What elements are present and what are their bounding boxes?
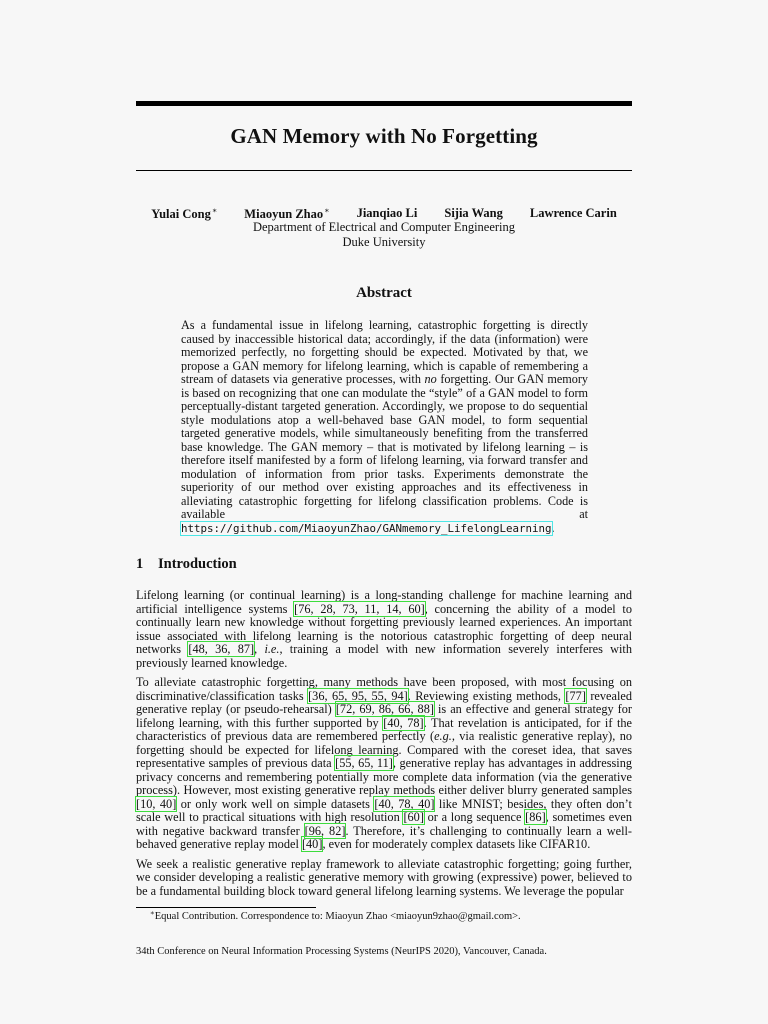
citation-link[interactable]: [55, 65, 11]: [335, 756, 393, 770]
citation-link[interactable]: [60]: [403, 810, 424, 824]
paper-title: GAN Memory with No Forgetting: [230, 124, 538, 148]
section-heading: 1 Introduction: [136, 556, 237, 572]
abstract-body: As a fundamental issue in lifelong learning, catastrophic forgetting is directly caused by inaccessible historical data; accordingly, if the data (information) were memorized perfectly, no forgetting should be expected. Motivated by that, we propose a GAN memory for lifelong learning, which is capable of remembering a stream of datasets via generative processes, with no forgetting. Our GAN memory is based on recognizing that one can modulate the “style” of a GAN model to form perceptually-distant targeted generation. Accordingly, we propose to do sequential style modulations atop a well-behaved base GAN model, to form sequential targeted generative models, while simultaneously benefiting from the transferred base knowledge. The GAN memory – that is motivated by lifelong learning – is therefore itself manifested by a form of lifelong learning, via forward transfer and modulation of information from prior tasks. Experiments demonstrate the superiority of our method over existing approaches and its effectiveness in alleviating catastrophic forgetting for lifelong classification problems. Code is available at https://github.com/MiaoyunZhao/GANmemory_LifelongLearning.: [181, 318, 589, 535]
text-run: , concerning the ability of a model to continually learn new knowledge without forgetting previously learned experiences. An important issue associated with lifelong learning is the notorious catastrophic forgetting of deep neural networks: [136, 601, 632, 656]
code-link[interactable]: https://github.com/MiaoyunZhao/GANmemory_LifelongLearning: [181, 521, 552, 535]
text-run: is an effective and general strategy for lifelong learning, with this further supported by: [136, 702, 633, 730]
text-run: . Therefore, it’s challenging to continually learn a well-behaved generative replay model: [136, 823, 632, 851]
author: Yulai Cong∗: [151, 206, 218, 221]
text-run: To alleviate catastrophic forgetting, many methods have been proposed, with most focusing on discriminative/classification tasks: [136, 675, 632, 703]
citation-link[interactable]: [86]: [525, 810, 546, 824]
text-run: , sometimes even with negative backward transfer: [136, 810, 632, 838]
citation-link[interactable]: [10, 40]: [136, 796, 177, 811]
text-run: revealed generative replay (or pseudo-rehearsal): [136, 688, 632, 716]
author: Sijia Wang: [444, 206, 503, 220]
citation-link[interactable]: [40, 78]: [383, 715, 424, 730]
text-run: training a model with new information severely interferes with previously learned knowledge.: [136, 642, 632, 670]
text-run: like MNIST; besides, they often don’t scale well to practical situations with high resolution: [136, 796, 632, 824]
title-rule-top: [136, 101, 632, 106]
text-run: or only work well on simple datasets: [176, 796, 375, 811]
footnote: ∗Equal Contribution. Correspondence to: Miaoyun Zhao <miaoyun9zhao@gmail.com>.: [150, 909, 521, 922]
author: Miaoyun Zhao∗: [244, 206, 330, 221]
citation-link[interactable]: [76, 28, 73, 11, 14, 60]: [294, 601, 425, 616]
affiliation-university: Duke University: [342, 235, 426, 249]
title-rule-bottom: [136, 170, 632, 171]
venue-note: 34th Conference on Neural Information Processing Systems (NeurIPS 2020), Vancouver, Canada.: [136, 946, 547, 957]
citation-link[interactable]: [48, 36, 87]: [188, 642, 255, 656]
text-run: Lifelong learning (or continual learning) is a long-standing challenge for machine learning and artificial intelligence systems: [136, 588, 632, 616]
paragraph: [136, 676, 632, 852]
abstract-heading: Abstract: [356, 285, 412, 301]
text-run: We seek a realistic generative replay framework to alleviate catastrophic forgetting; going further, we consider developing a realistic generative memory with growing (expressive) power, believed to be a fundamental building block toward general lifelong learning systems. We leverage the popular: [136, 856, 632, 898]
citation-link[interactable]: [77]: [565, 688, 586, 703]
author: Lawrence Carin: [529, 206, 617, 220]
affiliation-department: Department of Electrical and Computer Engineering: [252, 220, 516, 234]
citation-link[interactable]: [40, 78, 40]: [374, 796, 435, 811]
text-run: or a long sequence: [423, 810, 526, 824]
text-run: , even for moderately complex datasets like CIFAR10.: [322, 837, 591, 851]
italic-text: e.g.,: [434, 729, 455, 743]
italic-text: i.e.,: [264, 642, 283, 656]
citation-link[interactable]: [36, 65, 95, 55, 94]: [308, 688, 408, 703]
text-run: . Reviewing existing methods,: [407, 688, 566, 703]
footnote-rule: [136, 907, 316, 908]
citation-link[interactable]: [40]: [301, 837, 323, 851]
text-run: . That revelation is anticipated, for if the characteristics of previous data are remembered perfectly (: [136, 715, 632, 743]
intro-body: [136, 589, 632, 904]
citation-link[interactable]: [72, 69, 86, 66, 88]: [335, 702, 434, 716]
author: Jianqiao Li: [356, 206, 418, 220]
paragraph: [136, 589, 632, 670]
citation-link[interactable]: [96, 82]: [304, 823, 346, 838]
text-run: via realistic generative replay), no forgetting should be expected for lifelong learning. Compared with the coreset idea, that saves representative samples of previous data: [136, 729, 632, 770]
paragraph: [136, 858, 632, 899]
text-run: , generative replay has advantages in addressing privacy concerns and remembering potentially more complete data information (via the generative process). However, most existing generative replay methods either deliver blurry generated samples: [136, 756, 633, 797]
text-run: ,: [254, 642, 265, 656]
